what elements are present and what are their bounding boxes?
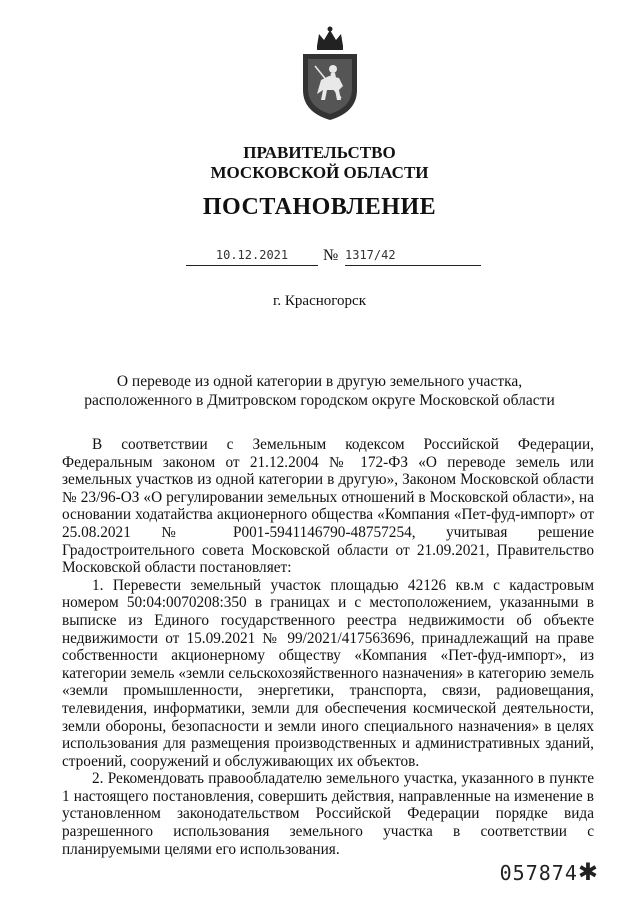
preamble-paragraph: В соответствии с Земельным кодексом Российской Федерации, Федеральным законом от 21.12.2004 № 172-ФЗ «О переводе земель или земельных участков из одной категории в другую», Законом Московской области № 23/96-ОЗ «О регулировании земельных отношений в Московской области», на основании ходатайства акционерного общества «Компания «Пет-фуд-импорт» от 25.08.2021 № Р001-5941146790-48757254, учитывая решение Градостроительного совета Московской области от 21.09.2021, Правительство Московской области постановляет: <box>62 436 594 577</box>
government-title-line2: МОСКОВСКОЙ ОБЛАСТИ <box>210 163 429 182</box>
star-icon: ✱ <box>577 858 599 886</box>
subject-line2: расположенного в Дмитровском городском округе Московской области <box>84 392 555 409</box>
item-2-paragraph: 2. Рекомендовать правообладателю земельного участка, указанного в пункте 1 настоящего постановления, совершить действия, направленные на изменение в установленном законодательством Российской Федерации порядке вида разрешенного использования земельного участка в соответствии с планируемыми целями его использования. <box>62 770 594 858</box>
subject-line1: О переводе из одной категории в другую земельного участка, <box>116 373 523 390</box>
government-title-line1: ПРАВИТЕЛЬСТВО <box>243 143 396 162</box>
coat-of-arms-icon <box>295 24 365 124</box>
number-sign: № <box>323 247 339 264</box>
serial-number-stamp <box>500 858 599 886</box>
city-name: г. Красногорск <box>272 293 367 309</box>
document-body <box>62 436 594 858</box>
serial-number: 057874 <box>499 861 578 885</box>
item-1-paragraph: 1. Перевести земельный участок площадью 42126 кв.м с кадастровым номером 50:04:0070208:350 в границах и с местоположением, указанными в выписке из Единого государственного реестра недвижимости об объекте недвижимости от 15.09.2021 № 99/2021/417563696, принадлежащий на праве собственности акционерному обществу «Компания «Пет-фуд-импорт», из категории земель «земли сельскохозяйственного назначения» в категорию земель «земли промышленности, энергетики, транспорта, связи, радиовещания, телевидения, информатики, земли для обеспечения космической деятельности, земли обороны, безопасности и земли иного специального назначения» в целях использования для размещения производственных и административных зданий, строений, сооружений и обслуживающих их объектов. <box>62 576 594 770</box>
document-date: 10.12.2021 <box>186 247 318 266</box>
document-type-title: ПОСТАНОВЛЕНИЕ <box>202 194 437 220</box>
document-number: 1317/42 <box>345 247 481 266</box>
